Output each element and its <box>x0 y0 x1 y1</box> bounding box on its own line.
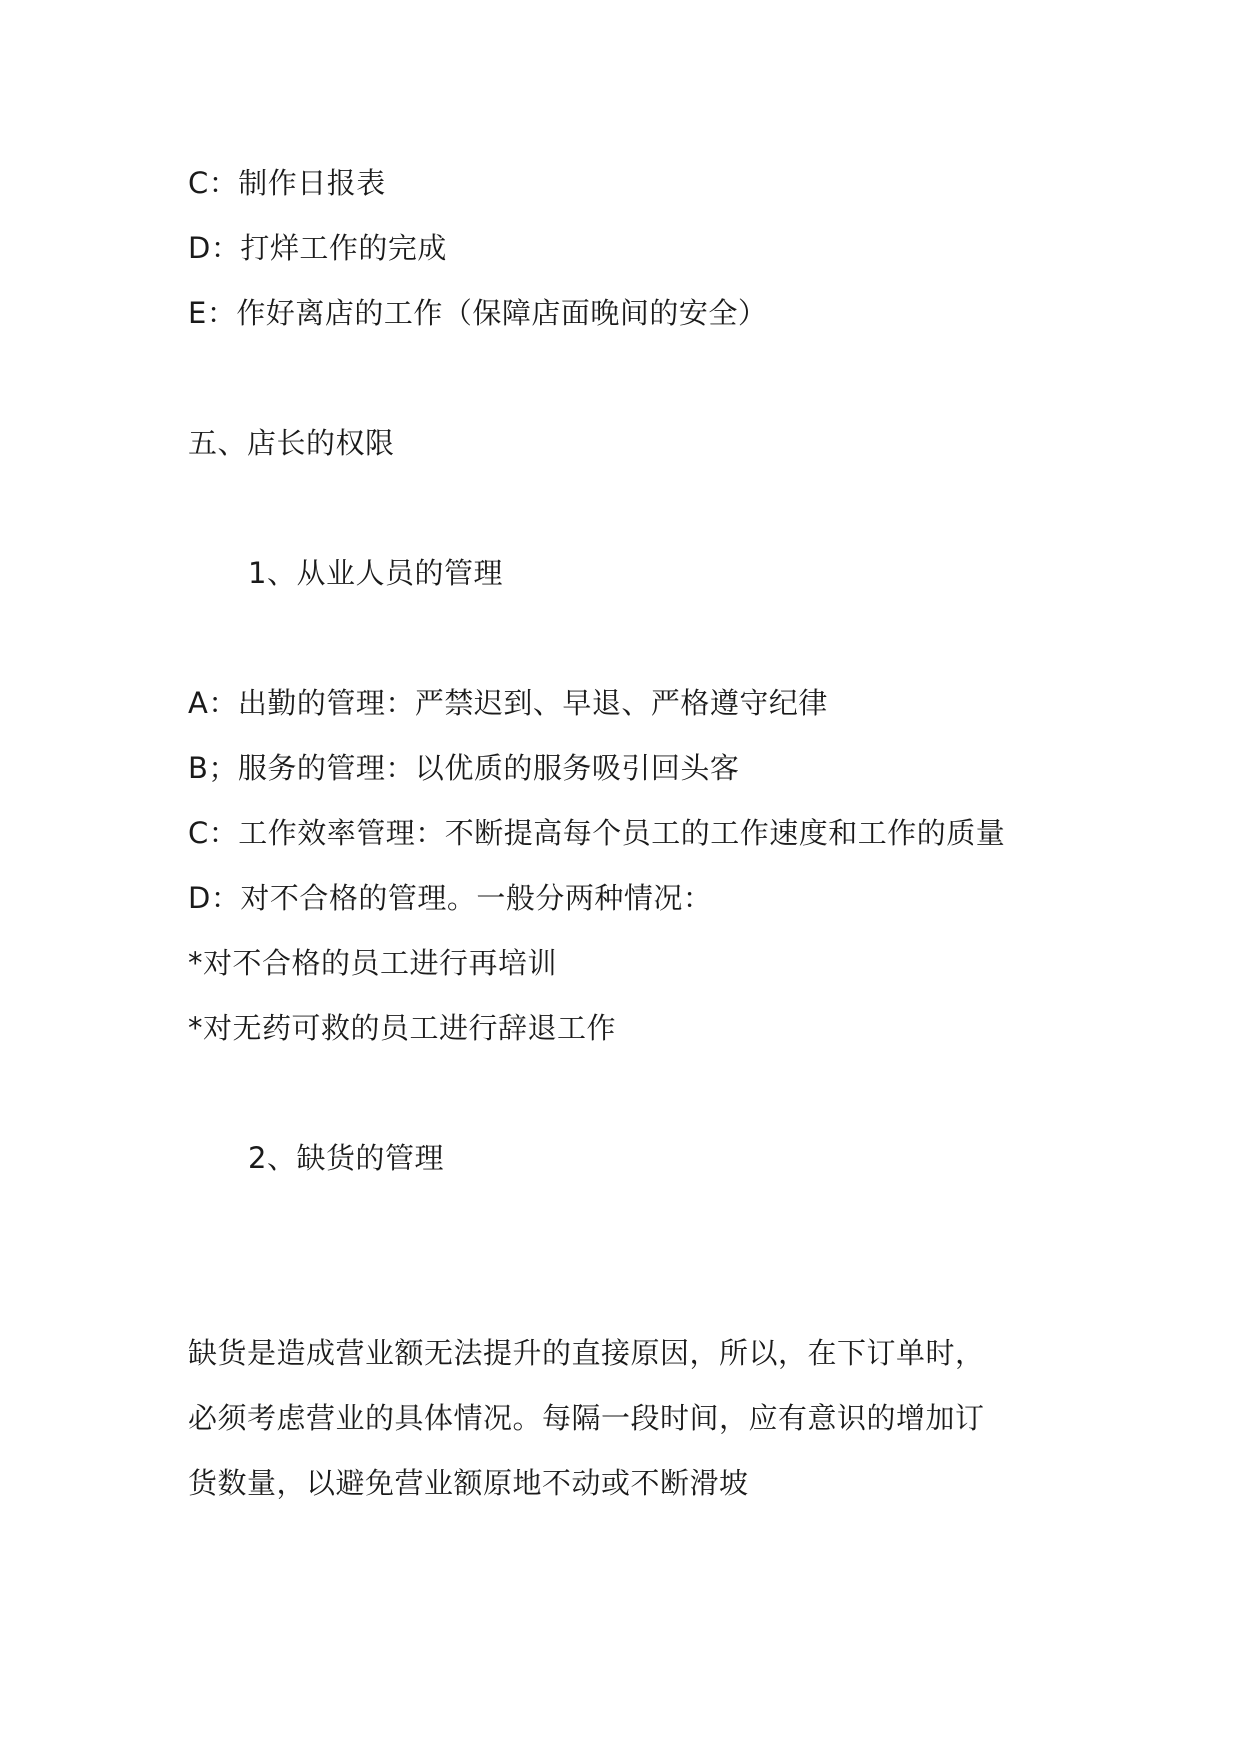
paragraph-line-3: 货数量，以避免营业额原地不动或不断滑坡 <box>188 1466 749 1500</box>
list-item-d: D：打烊工作的完成 <box>188 231 447 265</box>
list-item-c: C：制作日报表 <box>188 166 386 200</box>
list-item-c2: C：工作效率管理：不断提高每个员工的工作速度和工作的质量 <box>188 816 1006 850</box>
list-item-b: B；服务的管理：以优质的服务吸引回头客 <box>188 751 740 785</box>
section-heading: 五、店长的权限 <box>188 426 395 460</box>
bullet-item-1: *对不合格的员工进行再培训 <box>188 946 558 980</box>
subsection-heading-1: 1、从业人员的管理 <box>248 556 503 590</box>
list-item-a: A：出勤的管理：严禁迟到、早退、严格遵守纪律 <box>188 686 828 720</box>
bullet-item-2: *对无药可救的员工进行辞退工作 <box>188 1011 617 1045</box>
paragraph-line-2: 必须考虑营业的具体情况。每隔一段时间，应有意识的增加订 <box>188 1401 985 1435</box>
paragraph-line-1: 缺货是造成营业额无法提升的直接原因，所以，在下订单时， <box>188 1336 985 1370</box>
list-item-e: E：作好离店的工作（保障店面晚间的安全） <box>188 296 768 330</box>
subsection-heading-2: 2、缺货的管理 <box>248 1141 444 1175</box>
list-item-d2: D：对不合格的管理。一般分两种情况： <box>188 881 713 915</box>
